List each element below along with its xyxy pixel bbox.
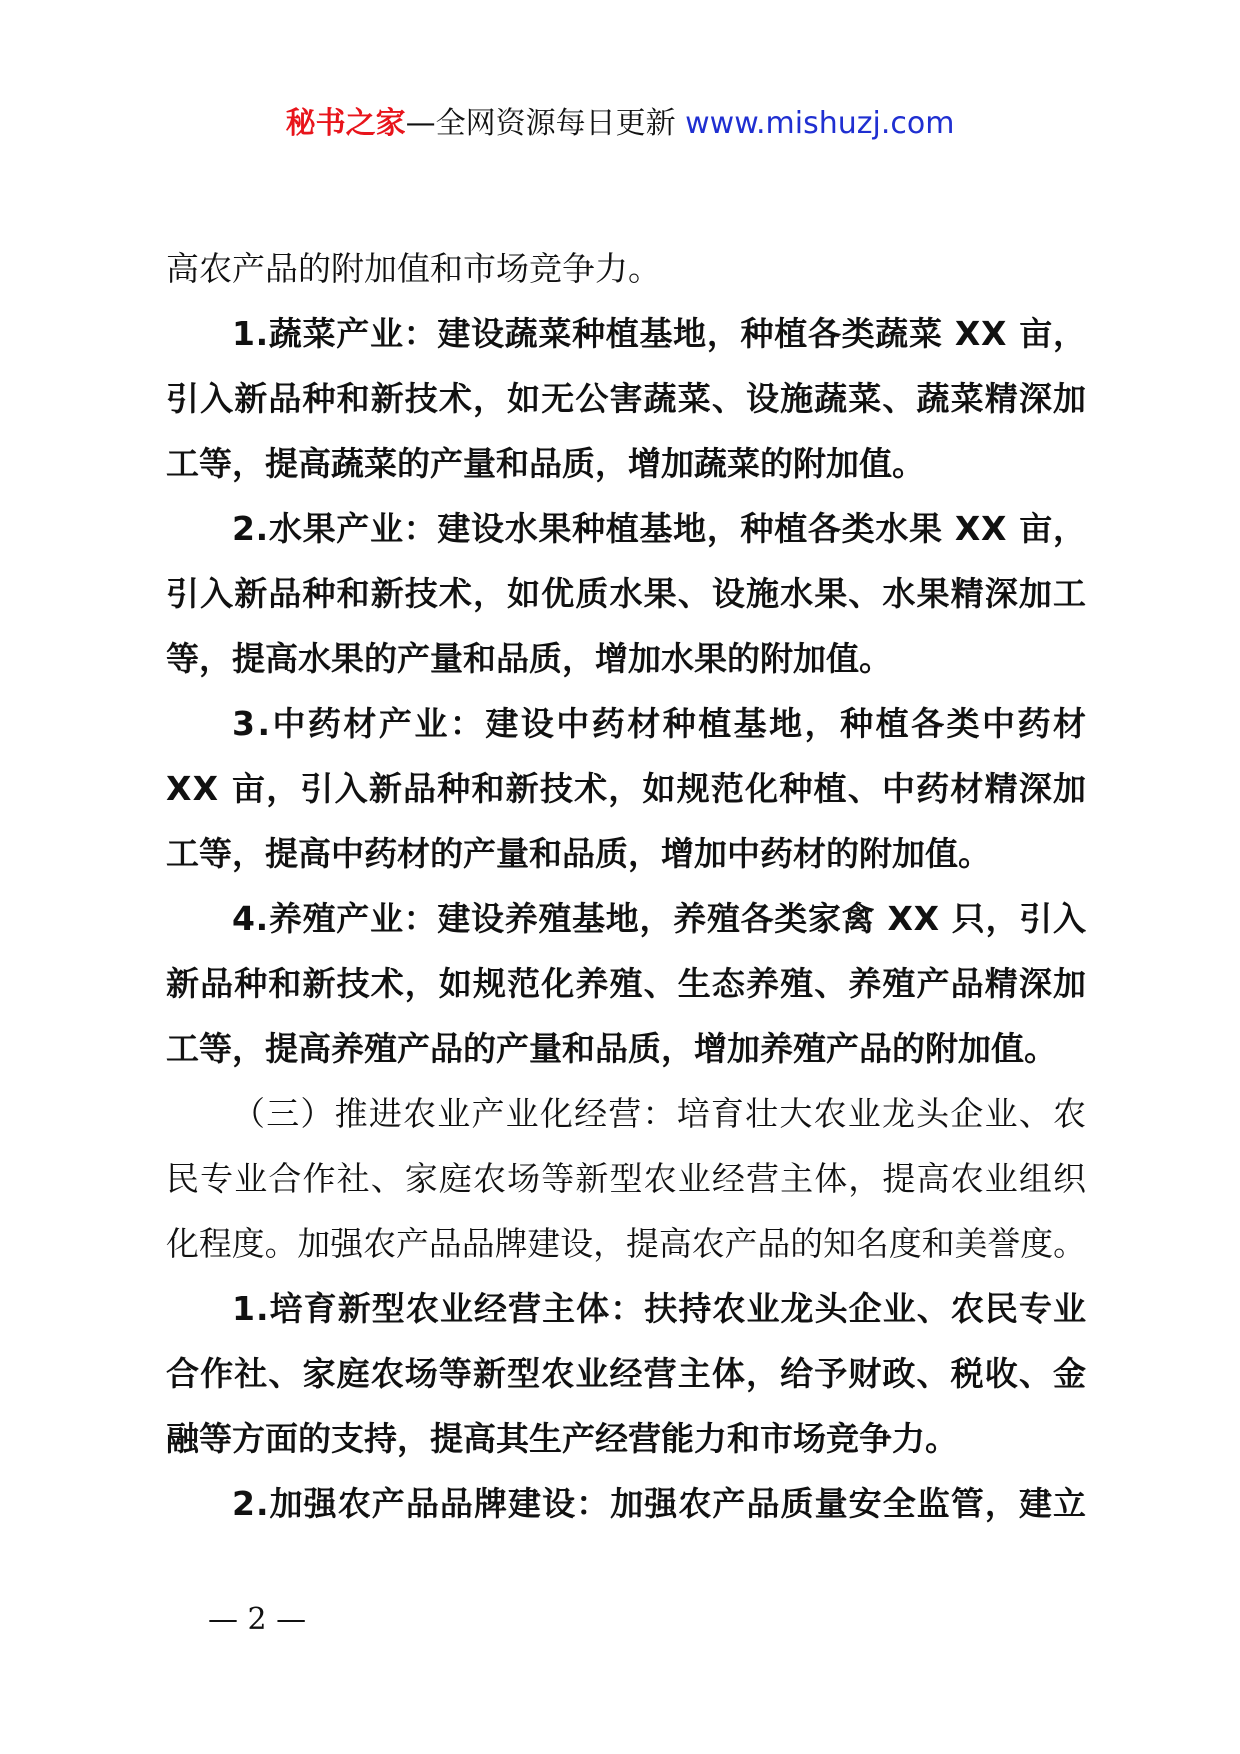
paragraph-text: 化程度。加强农产品品牌建设，提高农产品的知名度和美誉度。: [166, 1224, 1086, 1263]
paragraph-line: [166, 236, 1086, 301]
paragraph-line: [166, 1081, 1086, 1146]
paragraph-text: 新品种和新技术，如规范化养殖、生态养殖、养殖产品精深加: [166, 964, 1088, 1003]
paragraph-line: [166, 561, 1086, 626]
paragraph-text: 3.中药材产业：建设中药材种植基地，种植各类中药材: [232, 704, 1089, 743]
paragraph-text: 融等方面的支持，提高其生产经营能力和市场竞争力。: [166, 1419, 958, 1458]
paragraph-text: 4.养殖产业：建设养殖基地，养殖各类家禽 XX 只，引入: [232, 899, 1087, 938]
paragraph-line: [166, 366, 1086, 431]
paragraph-text: 高农产品的附加值和市场竞争力。: [166, 249, 661, 288]
site-url[interactable]: www.mishuzj.com: [685, 106, 955, 141]
paragraph-text: 工等，提高养殖产品的产量和品质，增加养殖产品的附加值。: [166, 1029, 1057, 1068]
paragraph-text: 1.培育新型农业经营主体：扶持农业龙头企业、农民专业: [232, 1289, 1088, 1328]
paragraph-text: 1.蔬菜产业：建设蔬菜种植基地，种植各类蔬菜 XX 亩，: [232, 314, 1087, 353]
paragraph-line: [166, 1276, 1086, 1341]
paragraph-line: [166, 1471, 1086, 1536]
paragraph-line: [166, 1211, 1086, 1276]
paragraph-text: 工等，提高蔬菜的产量和品质，增加蔬菜的附加值。: [166, 444, 925, 483]
paragraph-text: （三）推进农业产业化经营：培育壮大农业龙头企业、农: [232, 1094, 1088, 1133]
paragraph-text: 引入新品种和新技术，如优质水果、设施水果、水果精深加工: [166, 574, 1088, 613]
paragraph-text: 2.水果产业：建设水果种植基地，种植各类水果 XX 亩，: [232, 509, 1087, 548]
paragraph-line: [166, 496, 1086, 561]
page-number: — 2 —: [208, 1602, 307, 1637]
paragraph-line: [166, 431, 1086, 496]
paragraph-text: XX 亩，引入新品种和新技术，如规范化种植、中药材精深加: [166, 769, 1088, 808]
paragraph-line: [166, 626, 1086, 691]
paragraph-text: 2.加强农产品品牌建设：加强农产品质量安全监管，建立: [232, 1484, 1088, 1523]
site-brand: 秘书之家: [285, 106, 406, 141]
site-header: [0, 100, 1240, 148]
paragraph-line: [166, 1016, 1086, 1081]
site-tagline: —全网资源每日更新: [405, 106, 676, 141]
paragraph-line: [166, 1146, 1086, 1211]
paragraph-line: [166, 691, 1089, 756]
paragraph-line: [166, 886, 1086, 951]
paragraph-text: 引入新品种和新技术，如无公害蔬菜、设施蔬菜、蔬菜精深加: [166, 379, 1088, 418]
paragraph-text: 等，提高水果的产量和品质，增加水果的附加值。: [166, 639, 892, 678]
paragraph-line: [166, 301, 1086, 366]
paragraph-line: [166, 951, 1086, 1016]
paragraph-text: 民专业合作社、家庭农场等新型农业经营主体，提高农业组织: [166, 1159, 1088, 1198]
paragraph-text: 工等，提高中药材的产量和品质，增加中药材的附加值。: [166, 834, 991, 873]
paragraph-line: [166, 1341, 1086, 1406]
paragraph-line: [166, 1406, 1086, 1471]
document-body: [166, 236, 1089, 1536]
paragraph-line: [166, 821, 1086, 886]
paragraph-text: 合作社、家庭农场等新型农业经营主体，给予财政、税收、金: [166, 1354, 1088, 1393]
paragraph-line: [166, 756, 1086, 821]
